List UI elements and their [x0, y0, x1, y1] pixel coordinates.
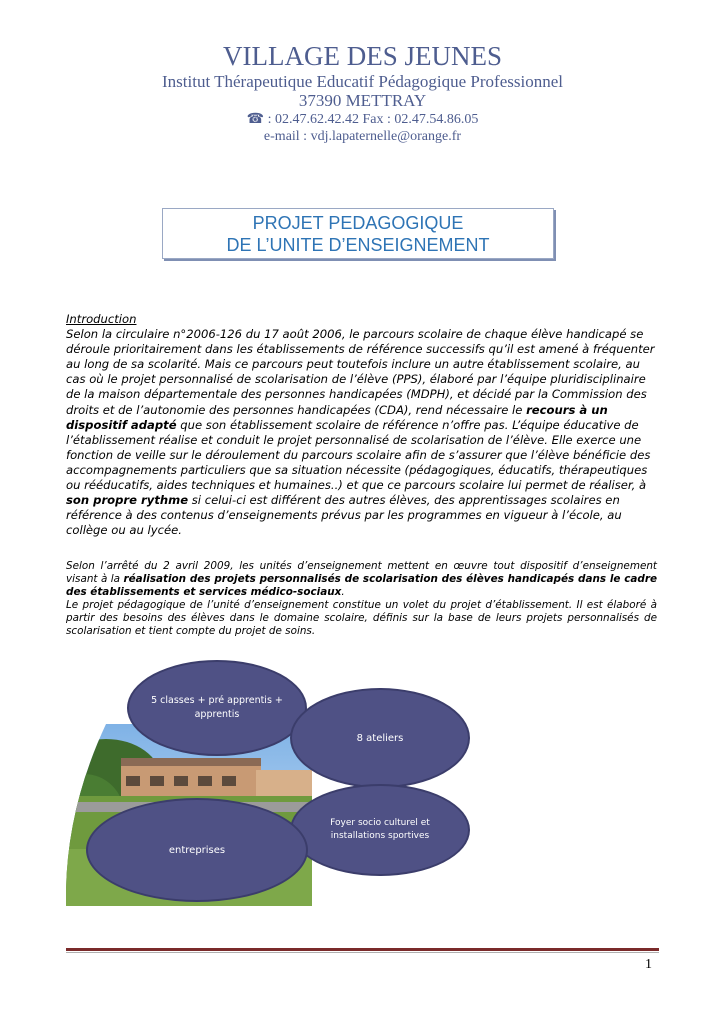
institution-subtitle: Institut Thérapeutique Educatif Pédagogique Professionnel — [162, 72, 563, 91]
institution-name: VILLAGE DES JEUNES — [223, 41, 502, 71]
projet-paragraph: Le projet pédagogique de l’unité d’enseignement constitue un volet du projet d’établissement. Il est élaboré à partir des besoins des élèves dans le domaine scolaire, définis sur la base de leurs projets personnalisés de scolarisation et tient compte du projet de soins. — [66, 599, 657, 638]
project-title-box — [162, 208, 554, 259]
phone-icon: ☎ — [246, 112, 265, 127]
intro-bold-dispositif: recours à un dispositif adapté — [66, 402, 608, 432]
intro-text-1: Selon la circulaire n°2006-126 du 17 août 2006, le parcours scolaire de chaque élève handicapé se déroule prioritairement dans les établissements de référence successifs qu’il est amené à fréquenter au long de sa scolarité. Mais ce parcours peut toutefois inclure un autre établissement scolaire, au cas où le projet personnalisé de scolarisation de l’élève (PPS), élaboré par l’équipe pluridisciplinaire de la maison départementale des personnes handicapées (MDPH), et décidé par la Commission des droits et de l’autonomie des personnes handicapées (CDA), rend nécessaire le — [66, 327, 655, 417]
entreprises-bubble — [86, 798, 308, 902]
page-number: 1 — [645, 957, 652, 972]
project-title-line2: DE L’UNITE D’ENSEIGNEMENT — [226, 235, 490, 255]
contact-email: e-mail : vdj.lapaternelle@orange.fr — [263, 129, 462, 144]
foyer-bubble — [290, 784, 470, 876]
arrete-text-end: . — [341, 586, 345, 599]
entreprises-label: entreprises — [168, 844, 226, 856]
classes-bubble — [127, 660, 307, 756]
introduction-heading: Introduction — [66, 312, 137, 326]
arrete-text-1: Selon l’arrêté du 2 avril 2009, les unités d’enseignement mettent en œuvre tout dispositif d’enseignement visant à la — [66, 560, 657, 586]
ateliers-bubble — [290, 688, 470, 788]
phone-fax-text: : 02.47.62.42.42 Fax : 02.47.54.86.05 — [264, 112, 479, 127]
ateliers-label: 8 ateliers — [356, 732, 404, 744]
institution-city: 37390 METTRAY — [298, 91, 427, 110]
footer-rule-thin — [66, 952, 659, 953]
intro-bold-rythme: son propre rythme — [66, 493, 189, 508]
arrete-section — [66, 560, 657, 639]
contact-phone — [0, 111, 725, 128]
project-title-line1: PROJET PEDAGOGIQUE — [252, 213, 464, 233]
arrete-bold: réalisation des projets personnalisés de scolarisation des élèves handicapés dans le cadre des établissements et services médico-sociaux — [66, 573, 657, 599]
letterhead — [0, 40, 725, 145]
footer-rule — [66, 948, 659, 953]
introduction-section — [66, 312, 662, 538]
foyer-label: Foyer socio culturel et installations sportives — [330, 818, 430, 841]
introduction-paragraph — [66, 327, 662, 538]
intro-text-3: si celui-ci est différent des autres élèves, des apprentissages scolaires en référence à des contenus d’enseignements prévus par les programmes en vigueur à l’école, au collège ou au lycée. — [66, 493, 622, 538]
arrete-paragraph — [66, 560, 657, 599]
footer-rule-thick — [66, 948, 659, 951]
classes-label: 5 classes + pré apprentis + apprentis — [151, 695, 283, 720]
intro-text-2: que son établissement scolaire de référence n’offre pas. L’équipe éducative de l’établissement réalise et conduit le projet personnalisé de scolarisation de l’élève. Elle exerce une fonction de veille sur le déroulement du parcours scolaire afin de s’assurer que l’élève bénéficie des accompagnements particuliers que sa situation nécessite (pédagogiques, éducatifs, thérapeutiques ou rééducatifs, aides techniques et humaines..) et que ce parcours scolaire lui permet de réaliser, à — [66, 417, 651, 493]
